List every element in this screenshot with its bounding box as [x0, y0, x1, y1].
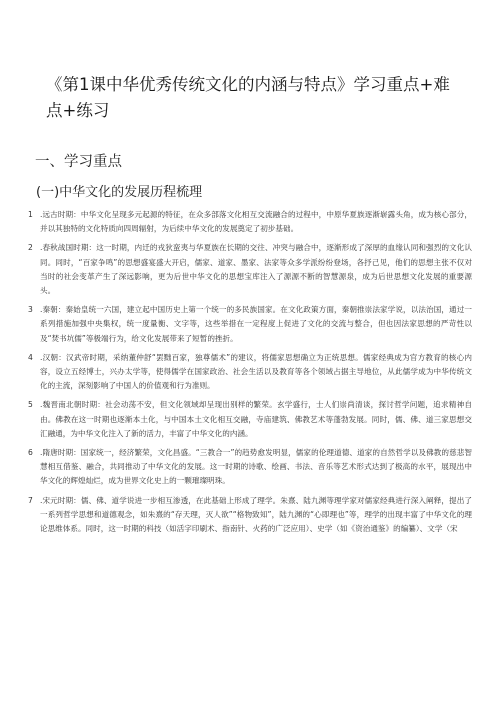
- list-item: [28, 208, 472, 236]
- list-item: [28, 398, 472, 441]
- list-item: [28, 303, 472, 346]
- item-text: .汉朝：汉武帝时期，采纳董仲舒“罢黜百家，独尊儒术”的建议，将儒家思想确立为正统思想。儒家经典成为官方教育的核心内容，设立五经博士，兴办太学等，使得儒学在国家政治、社会生活以及教育等各个领域占据主导地位，从此儒学成为中华传统文化的主流，深刻影响了中国人的价值观和行为准则。: [40, 352, 472, 391]
- list-item: [28, 351, 472, 394]
- item-number: 7: [28, 495, 33, 505]
- item-number: 5: [28, 400, 33, 410]
- item-text: .春秋战国时期：这一时期，内迁的戎狄蛮夷与华夏族在长期的交往、冲突与融合中，逐渐形成了深厚的血缘认同和强烈的文化认同。同时，“百家争鸣”的思想盛宴盛大开启，儒家、道家、墨家、法家等众多学派纷纷登场，各抒己见，他们的思想主张不仅对当时的社会变革产生了深远影响，更为后世中华文化的思想宝库注入了源源不断的智慧源泉，成为后世思想文化发展的重要源头。: [40, 243, 472, 296]
- item-number: 1: [28, 210, 33, 219]
- item-text: .远古时期：中华文化呈现多元起源的特征，在众多部落文化相互交流融合的过程中，中原华夏族逐渐崭露头角，成为核心部分，并以其独特的文化特质向四周辐射，为后续中华文化的发展奠定了初步基础。: [40, 210, 472, 234]
- item-number: 4: [28, 352, 33, 362]
- item-text: .隋唐时期：国家统一，经济繁荣，文化昌盛。“三教合一”的趋势愈发明显，儒家的伦理道德、道家的自然哲学以及佛教的慈悲智慧相互借鉴、融合，共同推动了中华文化的发展。这一时期的诗歌、绘画、书法、音乐等艺术形式达到了极高的水平，展现出中华文化的辉煌灿烂，成为世界文化史上的一颗璀璨明珠。: [40, 448, 472, 486]
- item-number: 2: [28, 243, 33, 253]
- list-item: [28, 494, 472, 537]
- sub-heading: (一)中华文化的发展历程梳理: [36, 185, 203, 200]
- item-text: .秦朝：秦始皇统一六国，建立起中国历史上第一个统一的多民族国家。在文化政策方面，秦朝推崇法家学说，以法治国，通过一系列措施加强中央集权，统一度量衡、文字等，这些举措在一定程度上促进了文化的交流与整合，但也因法家思想的严苛性以及“焚书坑儒”等极端行为，给文化发展带来了短暂的挫折。: [40, 305, 472, 343]
- item-text: .魏晋南北朝时期：社会动荡不安，但文化领域却呈现出别样的繁荣。玄学盛行，士人们崇尚清谈，探讨哲学问题，追求精神自由。佛教在这一时期也逐渐本土化，与中国本土文化相互交融，寺庙建筑、佛教艺术等蓬勃发展。同时，儒、佛、道三家思想交汇融通，为中华文化注入了新的活力，丰富了中华文化的内涵。: [40, 400, 472, 438]
- item-number: 6: [28, 448, 33, 458]
- document-title: 《第1课中华优秀传统文化的内涵与特点》学习重点+难点+练习: [46, 75, 450, 120]
- item-text: .宋元时期：儒、佛、道学说进一步相互渗透，在此基础上形成了理学。朱熹、陆九渊等理学家对儒家经典进行深入阐释，提出了一系列哲学思想和道德观念，如朱熹的“存天理，灭人欲”“格物致知”，陆九渊的“心即理也”等，理学的出现丰富了中华文化的理论思维体系。同时，这一时期的科技（如活字印刷术、指南针、火药的广泛应用）、史学（如《资治通鉴》的编纂）、文学（宋: [40, 495, 472, 534]
- section-heading: 一、学习重点: [35, 154, 122, 170]
- item-number: 3: [28, 305, 33, 315]
- list-item: [28, 241, 472, 298]
- list-item: [28, 446, 472, 489]
- history-list: [28, 208, 472, 541]
